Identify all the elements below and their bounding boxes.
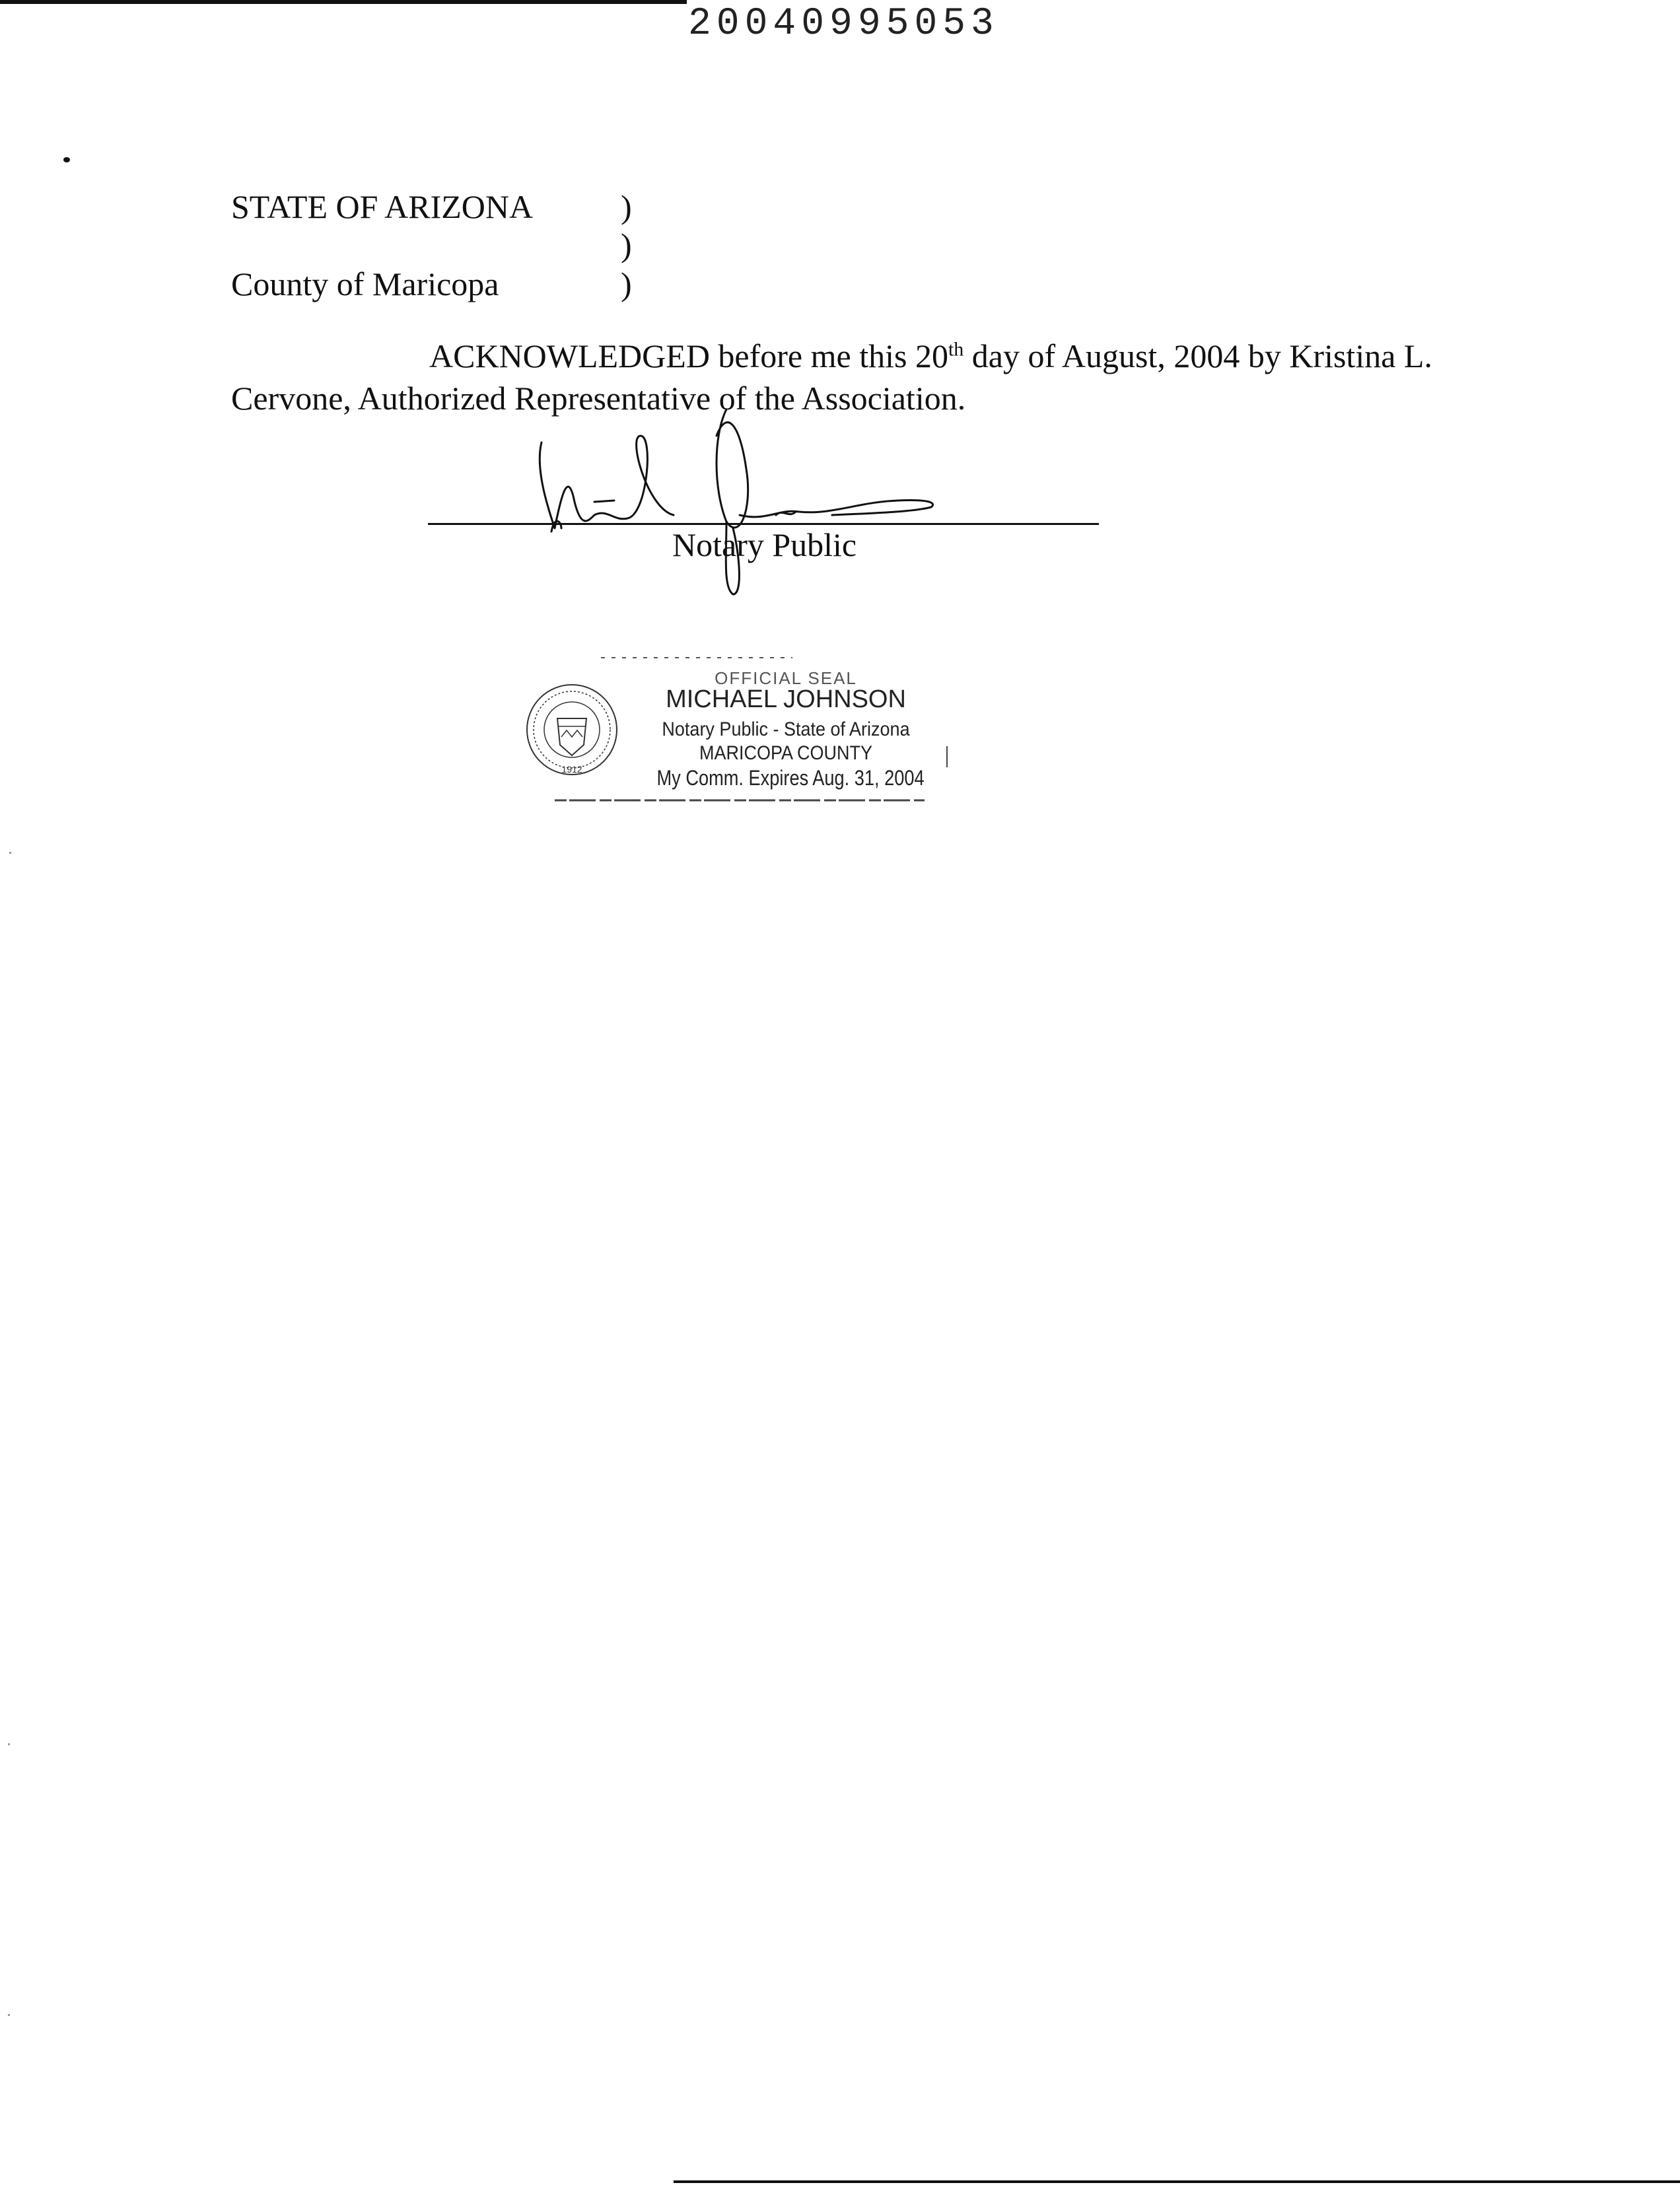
notary-signature xyxy=(515,396,977,608)
stamp-commission-expiry: My Comm. Expires Aug. 31, 2004 xyxy=(656,766,925,790)
margin-speck xyxy=(8,2014,10,2016)
stamp-notary-title: Notary Public - State of Arizona xyxy=(662,718,910,740)
acknowledgment-line-1-start: ACKNOWLEDGED before me this 20 xyxy=(429,337,948,374)
ordinal-suffix: th xyxy=(948,338,964,361)
bottom-scan-rule xyxy=(674,2180,1680,2183)
stamp-county: MARICOPA COUNTY xyxy=(699,742,873,764)
acknowledgment-line-2: Cervone, Authorized Representative of the Association. xyxy=(231,380,966,417)
venue-paren-3: ) xyxy=(621,265,632,302)
acknowledgment-line-1-end: day of August, 2004 by Kristina L. xyxy=(963,337,1432,374)
signature-caption: Notary Public xyxy=(672,526,857,563)
arizona-seal-icon xyxy=(523,674,621,786)
svg-text:1912: 1912 xyxy=(561,764,582,775)
acknowledgment-line-1 xyxy=(429,339,1432,372)
venue-paren-1: ) xyxy=(621,188,632,225)
stamp-notary-name: MICHAEL JOHNSON xyxy=(666,685,906,713)
signature-line xyxy=(428,523,1099,525)
venue-paren-2: ) xyxy=(621,226,632,263)
venue-county: County of Maricopa xyxy=(231,265,499,302)
scan-speck xyxy=(63,157,70,162)
margin-speck xyxy=(9,852,11,854)
notary-stamp xyxy=(515,654,964,806)
stamp-heading: OFFICIAL SEAL xyxy=(715,668,857,688)
top-scan-rule xyxy=(0,0,687,4)
venue-state: STATE OF ARIZONA xyxy=(231,188,534,225)
document-number: 20040995053 xyxy=(688,3,999,46)
margin-speck xyxy=(8,1743,10,1745)
